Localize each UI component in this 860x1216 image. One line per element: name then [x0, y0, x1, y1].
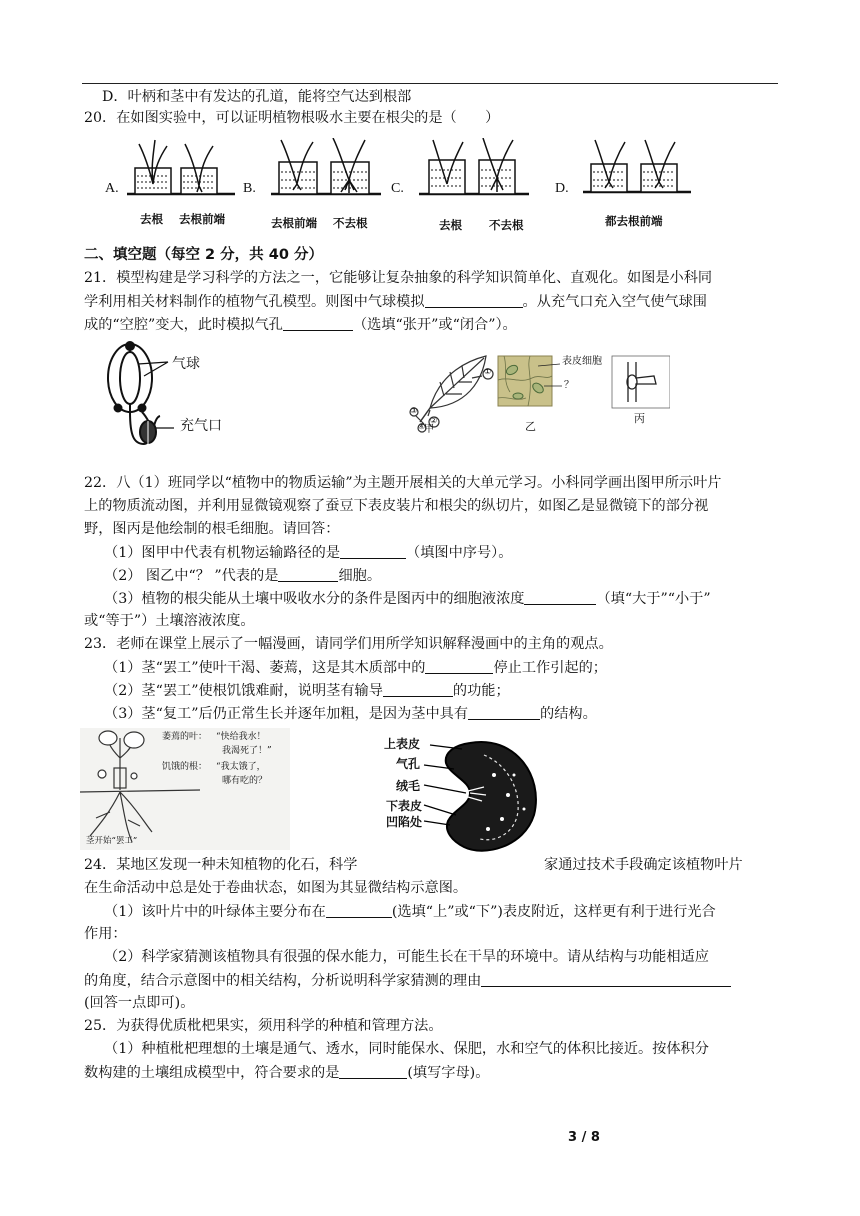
q24-sub1: [104, 903, 716, 922]
q22-sub3-text-b: （填“大于”“小于”: [596, 591, 711, 607]
q20-option-b-label: B.: [243, 181, 256, 196]
cartoon-leaf-line2: 我渴死了！”: [222, 746, 272, 756]
q24-line1b: 家通过技术手段确定该植物叶片: [544, 857, 743, 873]
q24-blank-2[interactable]: [481, 972, 731, 987]
q23-sub2: [104, 682, 510, 701]
cartoon-root-title: 饥饿的根：: [162, 762, 208, 772]
q23-line1: 23．老师在课堂上展示了一幅漫画，请同学们用所学知识解释漫画中的主角的观点。: [84, 636, 613, 652]
q21-line3: [84, 316, 517, 335]
q21-line2-text-a: 学利用相关材料制作的植物气孔模型。则图中气球模拟: [84, 294, 425, 310]
q24-sub2-line2: [84, 972, 731, 991]
q24-sub2: （2）科学家猜测该植物具有很强的保水能力，可能生长在干旱的环境中。请从结构与功能相适应: [104, 949, 709, 965]
q21-blank-1[interactable]: [425, 293, 523, 308]
q23-sub2-text-a: （2）茎“罢工”使根饥饿难耐，说明茎有输导: [104, 683, 383, 699]
q24-line2: 在生命活动中总是处于卷曲状态，如图为其显微结构示意图。: [84, 880, 468, 896]
lower-epidermis-label: 下表皮: [386, 799, 423, 813]
q22-sub3-cont: 或“等于”）土壤溶液浓度。: [84, 613, 255, 629]
q20-option-c-label: C.: [391, 181, 404, 196]
q24-sub1-text-b: (选填“上”或“下”)表皮附近，这样更有利于进行光合: [391, 904, 716, 920]
cartoon-leaf-line1: “快给我水！: [216, 732, 266, 742]
q20-c-right-label: 不去根: [489, 218, 524, 232]
fig-num-4: ④: [418, 422, 426, 431]
q22-blank-3[interactable]: [524, 590, 596, 605]
q22-blank-1[interactable]: [340, 544, 406, 559]
q22-line2: 上的物质流动图，并利用显微镜观察了蚕豆下表皮装片和根尖的纵切片，如图乙是显微镜下的部分视: [84, 498, 709, 514]
fig-num-3: ③: [410, 406, 418, 415]
q24-sub2-line3: (回答一点即可)。: [84, 995, 195, 1011]
q23-sub1: [104, 659, 607, 678]
cartoon-figure: [80, 728, 290, 850]
q23-sub3: [104, 705, 597, 724]
q22-sub2-text-a: （2） 图乙中“？ ”代表的是: [104, 568, 279, 584]
cartoon-root-line1: “我太饿了，: [216, 762, 266, 772]
q22-sub2: [104, 567, 381, 586]
q20-beakers-drawing: [95, 138, 735, 208]
q24-blank-1[interactable]: [326, 903, 392, 918]
q20-stem: 20．在如图实验中，可以证明植物根吸水主要在根尖的是（ ）: [84, 110, 500, 126]
unknown-cell-label: ？: [564, 380, 574, 391]
q22-sub3: [104, 590, 711, 609]
q22-line1: 22．八（1）班同学以“植物中的物质运输”为主题开展相关的大单元学习。小科同学画出图甲所示叶片: [84, 475, 722, 491]
leaf-fossil-drawing: [384, 735, 544, 855]
q22-line3: 野，图丙是他绘制的根毛细胞。请回答：: [84, 521, 340, 537]
q25-sub1-text-b: 数构建的土壤组成模型中，符合要求的是: [84, 1065, 340, 1081]
pit-label: 凹陷处: [386, 815, 423, 829]
q24-line1a: 24．某地区发现一种未知植物的化石，科学: [84, 857, 358, 873]
q20-b-left-label: 去根前端: [271, 216, 317, 230]
q21-blank-2[interactable]: [283, 316, 353, 331]
q21-line2: [84, 293, 707, 312]
leaf-fossil-figure: [384, 735, 544, 855]
q25-blank-1[interactable]: [339, 1064, 407, 1079]
fig-bing-label: 丙: [634, 412, 645, 425]
q24-sub1-text-a: （1）该叶片中的叶绿体主要分布在: [104, 904, 326, 920]
hair-label: 绒毛: [396, 779, 421, 793]
cartoon-leaf-title: 萎蔫的叶：: [162, 732, 208, 742]
section-2-heading: 二、填空题（每空 2 分，共 40 分）: [84, 247, 323, 263]
q24-sub1-cont: 作用：: [84, 926, 127, 942]
q23-sub1-text-b: 停止工作引起的；: [493, 660, 607, 676]
stoma-label: 气孔: [396, 757, 421, 771]
q21-line2-text-b: 。从充气口充入空气使气球围: [522, 294, 707, 310]
q22-figures: [400, 352, 670, 438]
upper-epidermis-label: 上表皮: [384, 737, 421, 751]
stoma-model-figure: [100, 340, 250, 450]
q20-option-a-label: A.: [105, 181, 119, 196]
q23-sub1-text-a: （1）茎“罢工”使叶干渴、萎蔫，这是其木质部中的: [104, 660, 426, 676]
fig-num-2: ②: [430, 416, 438, 425]
q20-b-right-label: 不去根: [333, 216, 368, 230]
epidermis-label: 表皮细胞: [562, 356, 602, 367]
cartoon-root-line2: 哪有吃的？: [222, 776, 268, 786]
q22-blank-2[interactable]: [278, 567, 338, 582]
q21-line3-text-a: 成的“空腔”变大，此时模拟气孔: [84, 317, 283, 333]
q21-line1: 21．模型构建是学习科学的方法之一，它能够让复杂抽象的科学知识简单化、直观化。如图是小科同: [84, 270, 713, 286]
q23-sub3-text-b: 的结构。: [540, 706, 597, 722]
q23-sub2-text-b: 的功能；: [452, 683, 510, 699]
q22-sub3-text-a: （3）植物的根尖能从土壤中吸收水分的条件是图丙中的细胞液浓度: [104, 591, 525, 607]
q24-sub2-text-b: 的角度，结合示意图中的相关结构，分析说明科学家猜测的理由: [84, 973, 482, 989]
q20-figure: [95, 138, 735, 238]
q25-line1: 25．为获得优质枇杷果实，须用科学的种植和管理方法。: [84, 1018, 443, 1034]
q23-blank-3[interactable]: [468, 705, 540, 720]
q25-sub1-text-c: (填写字母)。: [407, 1065, 490, 1081]
q25-sub1-line2: [84, 1064, 489, 1083]
q20-option-d-label: D.: [555, 181, 569, 196]
q20-c-left-label: 去根: [439, 218, 462, 232]
fig-jia-label: 甲: [424, 424, 434, 435]
q20-a-right-label: 去根前端: [179, 212, 225, 226]
fig-num-1: ①: [484, 367, 492, 376]
q21-line3-text-b: （选填“张开”或“闭合”）。: [352, 317, 517, 333]
q19-option-d: D．叶柄和茎中有发达的孔道，能将空气达到根部: [102, 89, 412, 105]
page-number: 3 / 8: [568, 1130, 600, 1145]
q22-sub1-text-a: （1）图甲中代表有机物运输路径的是: [104, 545, 341, 561]
inlet-label: 充气口: [180, 418, 222, 434]
header-rule: [82, 83, 778, 84]
cartoon-caption: 茎开始“罢工”: [86, 836, 138, 846]
q20-a-left-label: 去根: [140, 212, 163, 226]
q20-d-label: 都去根前端: [605, 214, 663, 228]
q23-blank-1[interactable]: [425, 659, 493, 674]
balloon-label: 气球: [172, 356, 200, 372]
q22-sub1-text-b: （填图中序号）。: [406, 545, 513, 561]
q22-sub1: [104, 544, 512, 563]
q23-sub3-text-a: （3）茎“复工”后仍正常生长并逐年加粗，是因为茎中具有: [104, 706, 469, 722]
q25-sub1: （1）种植枇杷理想的土壤是通气、透水，同时能保水、保肥，水和空气的体积比接近。按体积分: [104, 1041, 709, 1057]
q23-blank-2[interactable]: [383, 682, 453, 697]
q22-sub2-text-b: 细胞。: [338, 568, 382, 584]
fig-yi-label: 乙: [525, 420, 536, 433]
